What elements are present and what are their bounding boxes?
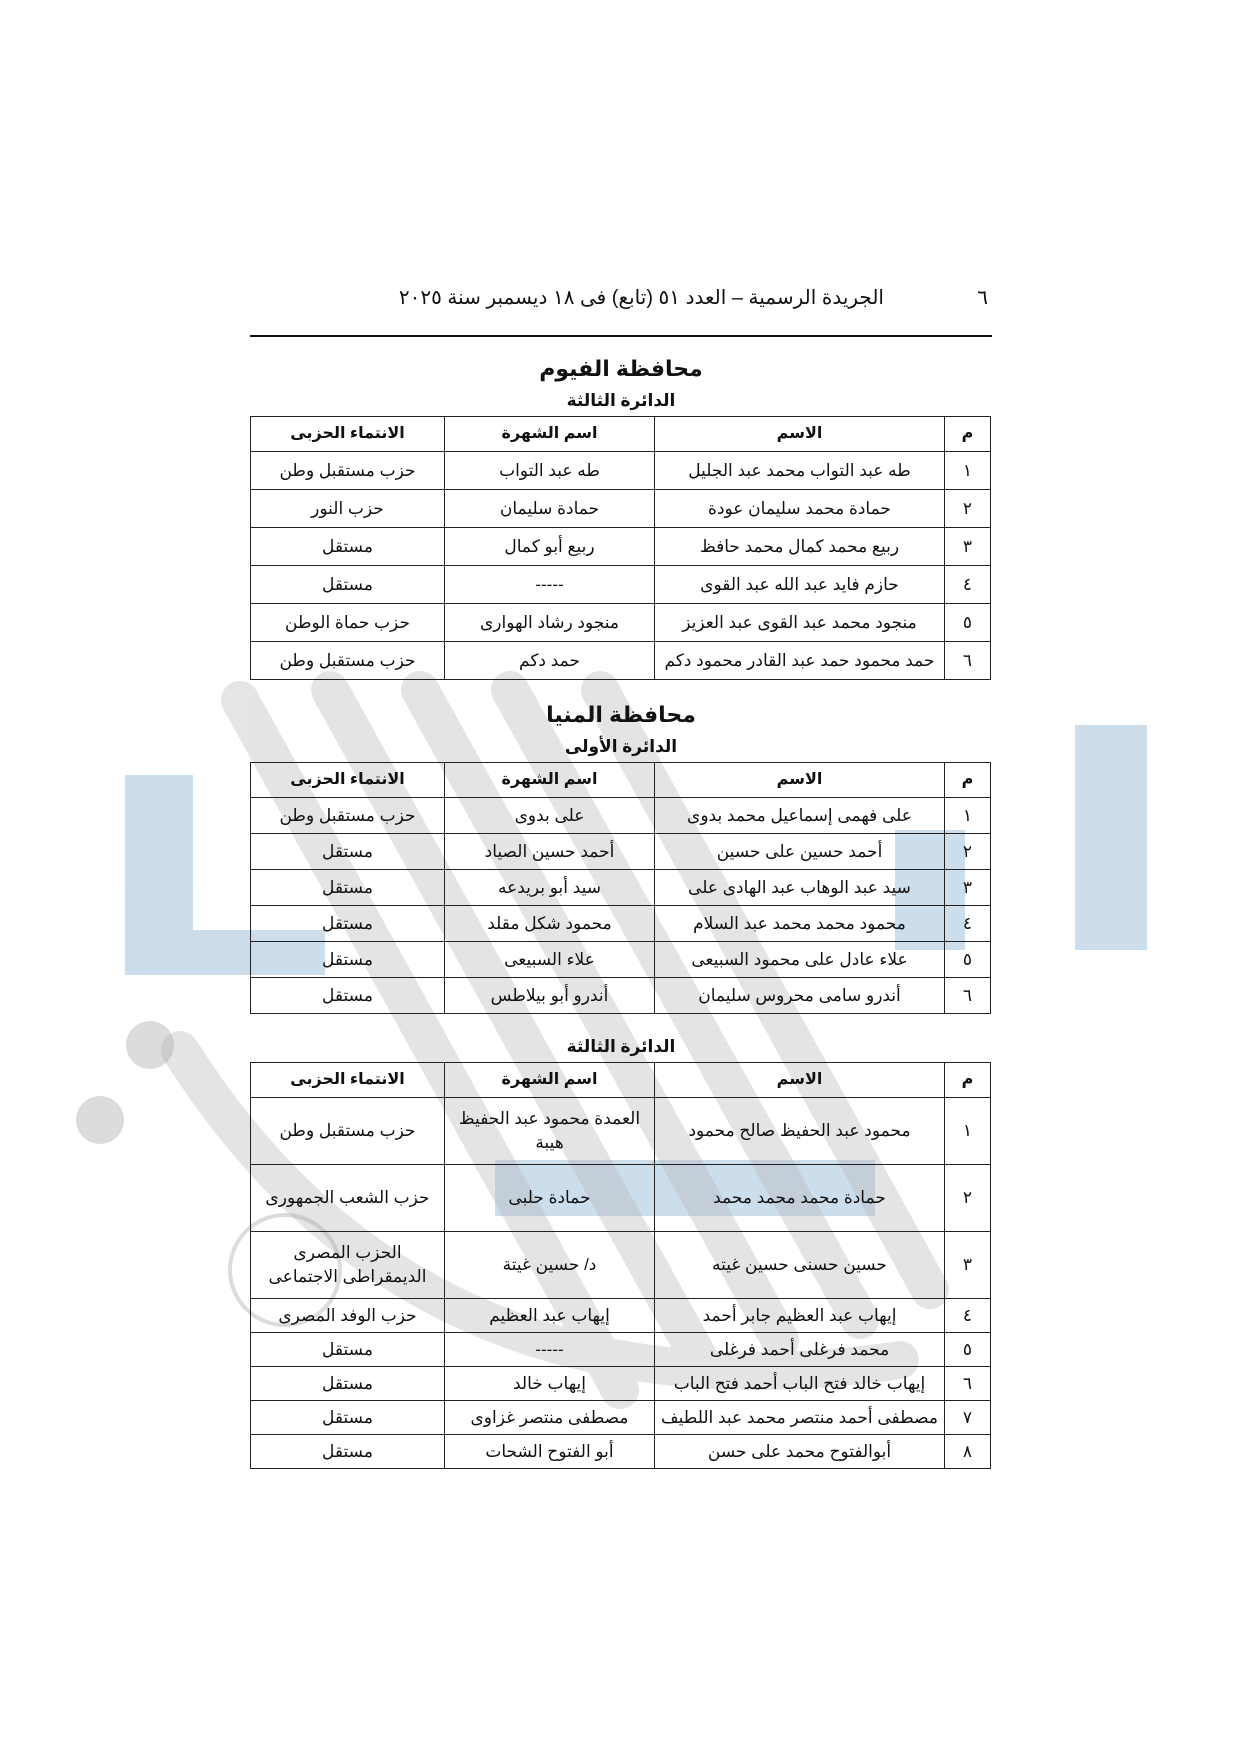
- district-title: الدائرة الثالثة: [566, 391, 676, 410]
- cell-name: علاء عادل على محمود السبيعى: [655, 942, 945, 978]
- cell-number: ٣: [945, 870, 991, 906]
- cell-party: مستقل: [251, 942, 445, 978]
- cell-name: أحمد حسين على حسين: [655, 834, 945, 870]
- cell-name: سيد عبد الوهاب عبد الهادى على: [655, 870, 945, 906]
- cell-party: حزب مستقبل وطن: [251, 642, 445, 680]
- cell-number: ١: [945, 798, 991, 834]
- table-row: [251, 490, 991, 528]
- cell-party: الحزب المصرى الديمقراطى الاجتماعى: [251, 1232, 445, 1299]
- cell-alias: أبو الفتوح الشحات: [445, 1435, 655, 1469]
- cell-name: على فهمى إسماعيل محمد بدوى: [655, 798, 945, 834]
- table-row: [251, 942, 991, 978]
- candidates-table: [250, 1062, 991, 1469]
- cell-alias: أحمد حسين الصياد: [445, 834, 655, 870]
- table-row: [251, 528, 991, 566]
- table-row: [251, 452, 991, 490]
- cell-party: مستقل: [251, 834, 445, 870]
- minya-district-3-section: [251, 1032, 991, 1469]
- cell-party: حزب حماة الوطن: [251, 604, 445, 642]
- cell-number: ٦: [945, 1367, 991, 1401]
- cell-party: مستقل: [251, 1367, 445, 1401]
- candidates-table: [250, 762, 991, 1014]
- cell-party: حزب النور: [251, 490, 445, 528]
- column-header-name: الاسم: [655, 417, 945, 452]
- cell-party: حزب الشعب الجمهورى: [251, 1165, 445, 1232]
- minya-section: [251, 698, 991, 1014]
- cell-number: ١: [945, 1098, 991, 1165]
- district-title: الدائرة الأولى: [564, 737, 678, 756]
- cell-alias: محمود شكل مقلد: [445, 906, 655, 942]
- cell-alias: أندرو أبو بيلاطس: [445, 978, 655, 1014]
- table-row: [251, 1165, 991, 1232]
- cell-alias: ربيع أبو كمال: [445, 528, 655, 566]
- cell-number: ٥: [945, 604, 991, 642]
- cell-alias: مصطفى منتصر غزاوى: [445, 1401, 655, 1435]
- cell-alias: -----: [445, 566, 655, 604]
- page-number: ٦: [977, 287, 988, 309]
- cell-name: أندرو سامى محروس سليمان: [655, 978, 945, 1014]
- table-row: [251, 604, 991, 642]
- governorate-title: محافظة الفيوم: [539, 356, 703, 381]
- cell-alias: على بدوى: [445, 798, 655, 834]
- table-row: [251, 1232, 991, 1299]
- cell-name: إيهاب عبد العظيم جابر أحمد: [655, 1299, 945, 1333]
- cell-number: ٤: [945, 906, 991, 942]
- cell-name: حمد محمود حمد عبد القادر محمود دكم: [655, 642, 945, 680]
- cell-number: ٢: [945, 834, 991, 870]
- column-header-alias: اسم الشهرة: [445, 763, 655, 798]
- cell-number: ٦: [945, 978, 991, 1014]
- cell-name: محمد فرغلى أحمد فرغلى: [655, 1333, 945, 1367]
- cell-party: حزب مستقبل وطن: [251, 1098, 445, 1165]
- cell-name: محمود عبد الحفيظ صالح محمود: [655, 1098, 945, 1165]
- table-row: [251, 1401, 991, 1435]
- cell-number: ٣: [945, 1232, 991, 1299]
- cell-alias: حمادة سليمان: [445, 490, 655, 528]
- cell-name: مصطفى أحمد منتصر محمد عبد اللطيف: [655, 1401, 945, 1435]
- cell-number: ٣: [945, 528, 991, 566]
- cell-party: حزب مستقبل وطن: [251, 798, 445, 834]
- table-row: [251, 1098, 991, 1165]
- cell-alias: حمادة حلبى: [445, 1165, 655, 1232]
- governorate-title: محافظة المنيا: [546, 702, 696, 727]
- cell-number: ٧: [945, 1401, 991, 1435]
- column-header-party: الانتماء الحزبى: [251, 1063, 445, 1098]
- cell-party: مستقل: [251, 566, 445, 604]
- cell-party: مستقل: [251, 528, 445, 566]
- table-header-row: [251, 417, 991, 452]
- cell-name: حسين حسنى حسين غيته: [655, 1232, 945, 1299]
- cell-name: إيهاب خالد فتح الباب أحمد فتح الباب: [655, 1367, 945, 1401]
- gazette-title: الجريدة الرسمية – العدد ٥١ (تابع) فى ١٨ ديسمبر سنة ٢٠٢٥: [398, 287, 884, 309]
- cell-alias: سيد أبو بريدعه: [445, 870, 655, 906]
- table-row: [251, 1333, 991, 1367]
- column-header-name: الاسم: [655, 763, 945, 798]
- cell-alias: طه عبد التواب: [445, 452, 655, 490]
- cell-name: حمادة محمد سليمان عودة: [655, 490, 945, 528]
- table-row: [251, 1435, 991, 1469]
- cell-number: ٦: [945, 642, 991, 680]
- cell-alias: إيهاب عبد العظيم: [445, 1299, 655, 1333]
- column-header-alias: اسم الشهرة: [445, 1063, 655, 1098]
- table-row: [251, 642, 991, 680]
- column-header-number: م: [945, 763, 991, 798]
- table-header-row: [251, 763, 991, 798]
- table-row: [251, 1367, 991, 1401]
- cell-alias: -----: [445, 1333, 655, 1367]
- column-header-party: الانتماء الحزبى: [251, 763, 445, 798]
- cell-number: ٢: [945, 490, 991, 528]
- cell-alias: العمدة محمود عبد الحفيظ هيبة: [445, 1098, 655, 1165]
- table-row: [251, 978, 991, 1014]
- cell-party: حزب الوفد المصرى: [251, 1299, 445, 1333]
- cell-party: مستقل: [251, 906, 445, 942]
- page-header: [250, 285, 992, 317]
- column-header-alias: اسم الشهرة: [445, 417, 655, 452]
- cell-name: منجود محمد عبد القوى عبد العزيز: [655, 604, 945, 642]
- cell-name: طه عبد التواب محمد عبد الجليل: [655, 452, 945, 490]
- column-header-party: الانتماء الحزبى: [251, 417, 445, 452]
- table-header-row: [251, 1063, 991, 1098]
- column-header-name: الاسم: [655, 1063, 945, 1098]
- table-row: [251, 870, 991, 906]
- cell-name: أبوالفتوح محمد على حسن: [655, 1435, 945, 1469]
- cell-alias: د/ حسين غيتة: [445, 1232, 655, 1299]
- cell-number: ٨: [945, 1435, 991, 1469]
- table-row: [251, 1299, 991, 1333]
- cell-name: محمود محمد محمد عبد السلام: [655, 906, 945, 942]
- column-header-number: م: [945, 417, 991, 452]
- cell-party: مستقل: [251, 1435, 445, 1469]
- cell-name: حمادة محمد محمد محمد: [655, 1165, 945, 1232]
- candidates-table: [250, 416, 991, 680]
- cell-party: مستقل: [251, 1401, 445, 1435]
- table-row: [251, 906, 991, 942]
- cell-alias: حمد دكم: [445, 642, 655, 680]
- table-row: [251, 798, 991, 834]
- table-row: [251, 834, 991, 870]
- cell-name: ربيع محمد كمال محمد حافظ: [655, 528, 945, 566]
- cell-number: ٤: [945, 566, 991, 604]
- header-divider: [250, 335, 992, 337]
- cell-party: مستقل: [251, 1333, 445, 1367]
- cell-name: حازم فايد عبد الله عبد القوى: [655, 566, 945, 604]
- cell-party: حزب مستقبل وطن: [251, 452, 445, 490]
- column-header-number: م: [945, 1063, 991, 1098]
- fayoum-section: [251, 352, 991, 680]
- cell-alias: علاء السبيعى: [445, 942, 655, 978]
- cell-number: ٢: [945, 1165, 991, 1232]
- cell-number: ١: [945, 452, 991, 490]
- cell-number: ٥: [945, 1333, 991, 1367]
- cell-party: مستقل: [251, 978, 445, 1014]
- table-row: [251, 566, 991, 604]
- cell-number: ٥: [945, 942, 991, 978]
- cell-alias: منجود رشاد الهوارى: [445, 604, 655, 642]
- cell-number: ٤: [945, 1299, 991, 1333]
- district-title: الدائرة الثالثة: [566, 1037, 676, 1056]
- cell-party: مستقل: [251, 870, 445, 906]
- cell-alias: إيهاب خالد: [445, 1367, 655, 1401]
